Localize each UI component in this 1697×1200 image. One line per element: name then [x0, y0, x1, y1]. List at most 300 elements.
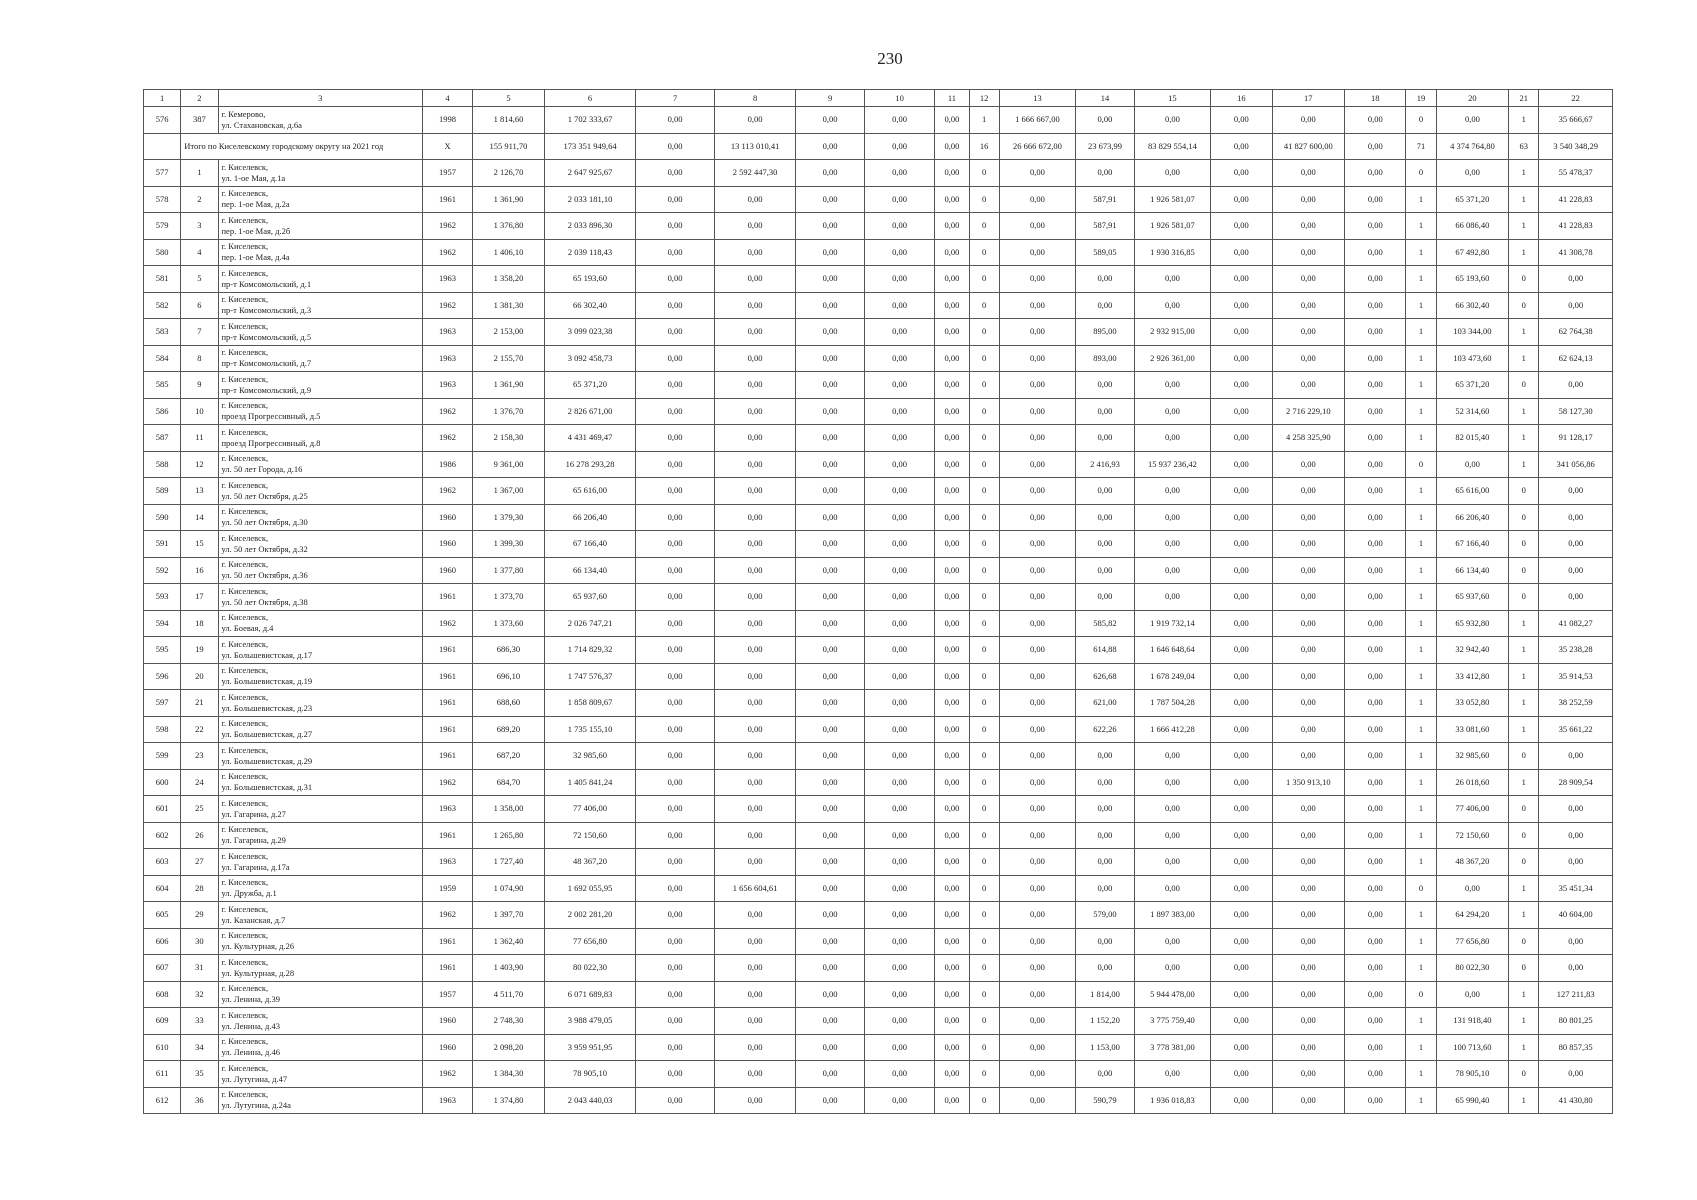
cost-cell: 1 702 333,67: [544, 107, 636, 134]
area-cell: 1 358,20: [473, 266, 544, 293]
value-cell: 0,00: [935, 796, 969, 823]
address-city: г. Киселевск,: [221, 612, 269, 623]
table-row: [144, 1034, 1613, 1061]
value-cell: 0,00: [1436, 107, 1508, 134]
value-cell: 0,00: [796, 266, 864, 293]
value-cell: 1 153,00: [1076, 1034, 1134, 1061]
header-cell: 6: [544, 90, 636, 107]
value-cell: 0: [969, 425, 999, 452]
value-cell: 0: [969, 928, 999, 955]
value-cell: 0,00: [1345, 796, 1406, 823]
value-cell: 0,00: [796, 663, 864, 690]
value-cell: 0,00: [1211, 690, 1272, 717]
address-city: г. Киселевск,: [221, 718, 269, 729]
row-number: 611: [144, 1061, 181, 1088]
value-cell: 0,00: [714, 637, 796, 664]
value-cell: 0,00: [1345, 345, 1406, 372]
value-cell: 0,00: [999, 213, 1076, 240]
value-cell: 0,00: [864, 637, 934, 664]
value-cell: 0,00: [935, 292, 969, 319]
value-cell: 1 656 604,61: [714, 875, 796, 902]
value-cell: 0,00: [636, 584, 715, 611]
year-cell: 1962: [422, 292, 472, 319]
value-cell: 0,00: [864, 425, 934, 452]
value-cell: 127 211,83: [1539, 981, 1613, 1008]
value-cell: 0,00: [935, 955, 969, 982]
value-cell: 0,00: [1539, 504, 1613, 531]
address-city: г. Киселевск,: [221, 214, 269, 225]
area-cell: 1 814,60: [473, 107, 544, 134]
value-cell: 0,00: [1539, 1061, 1613, 1088]
value-cell: 0,00: [1134, 955, 1211, 982]
value-cell: 0: [969, 1087, 999, 1114]
value-cell: 0,00: [714, 769, 796, 796]
year-cell: 1961: [422, 743, 472, 770]
value-cell: 0,00: [1211, 451, 1272, 478]
value-cell: 4 258 325,90: [1272, 425, 1344, 452]
value-cell: 0,00: [636, 928, 715, 955]
value-cell: 0,00: [999, 928, 1076, 955]
value-cell: 0,00: [1211, 663, 1272, 690]
value-cell: 0,00: [1211, 716, 1272, 743]
value-cell: 0,00: [636, 398, 715, 425]
year-cell: 1963: [422, 266, 472, 293]
value-cell: 0,00: [1211, 213, 1272, 240]
value-cell: 0: [969, 292, 999, 319]
value-cell: 0,00: [1539, 531, 1613, 558]
table-row: [144, 716, 1613, 743]
value-cell: 1: [1406, 239, 1436, 266]
address-cell: [218, 637, 422, 664]
value-cell: 0,00: [864, 955, 934, 982]
table-row: [144, 531, 1613, 558]
value-cell: 0,00: [714, 107, 796, 134]
value-cell: 0,00: [935, 637, 969, 664]
value-cell: 0,00: [1134, 425, 1211, 452]
value-cell: 0,00: [796, 769, 864, 796]
address-street: ул. Казанская, д.7: [221, 914, 286, 925]
value-cell: 0,00: [714, 425, 796, 452]
table-row: [144, 769, 1613, 796]
row-number: 598: [144, 716, 181, 743]
value-cell: 0,00: [1272, 372, 1344, 399]
value-cell: 0,00: [1345, 1034, 1406, 1061]
total-cell: 71: [1406, 133, 1436, 160]
address-city: г. Киселевск,: [221, 400, 269, 411]
value-cell: 48 367,20: [1436, 849, 1508, 876]
table-row: [144, 160, 1613, 187]
area-cell: 1 074,90: [473, 875, 544, 902]
address-street: ул. Гагарина, д.27: [221, 808, 286, 819]
address-city: г. Киселевск,: [221, 903, 269, 914]
value-cell: 0,00: [864, 716, 934, 743]
header-cell: 22: [1539, 90, 1613, 107]
row-number: 587: [144, 425, 181, 452]
value-cell: 0,00: [999, 637, 1076, 664]
value-cell: 0,00: [1134, 928, 1211, 955]
value-cell: 0,00: [1272, 531, 1344, 558]
value-cell: 0: [1406, 451, 1436, 478]
value-cell: 0,00: [864, 1061, 934, 1088]
address-city: г. Киселевск,: [221, 241, 269, 252]
header-cell: 2: [181, 90, 218, 107]
value-cell: 0,00: [1272, 451, 1344, 478]
value-cell: 0,00: [1345, 743, 1406, 770]
value-cell: 0,00: [1211, 478, 1272, 505]
value-cell: 0,00: [1211, 1061, 1272, 1088]
value-cell: 0,00: [1134, 822, 1211, 849]
area-cell: 1 361,90: [473, 372, 544, 399]
area-cell: 687,20: [473, 743, 544, 770]
value-cell: 0,00: [796, 186, 864, 213]
area-cell: 1 367,00: [473, 478, 544, 505]
value-cell: 0,00: [1272, 875, 1344, 902]
value-cell: 0: [969, 557, 999, 584]
value-cell: 1 787 504,28: [1134, 690, 1211, 717]
value-cell: 1: [1406, 716, 1436, 743]
value-cell: 0,00: [1211, 637, 1272, 664]
sub-number: 14: [181, 504, 218, 531]
sub-number: 21: [181, 690, 218, 717]
value-cell: 0,00: [999, 822, 1076, 849]
value-cell: 0: [969, 902, 999, 929]
value-cell: 0,00: [1211, 1087, 1272, 1114]
value-cell: 0,00: [1211, 1008, 1272, 1035]
year-cell: 1960: [422, 1034, 472, 1061]
total-cell: 16: [969, 133, 999, 160]
address-city: г. Киселевск,: [221, 638, 269, 649]
row-number: 608: [144, 981, 181, 1008]
address-street: пер. 1-ое Мая, д.2б: [221, 225, 291, 236]
value-cell: 0,00: [1345, 531, 1406, 558]
address-street: ул. 50 лет Октября, д.36: [221, 570, 308, 581]
header-cell: 8: [714, 90, 796, 107]
value-cell: 0,00: [796, 213, 864, 240]
value-cell: 41 082,27: [1539, 610, 1613, 637]
value-cell: 66 086,40: [1436, 213, 1508, 240]
value-cell: 0: [969, 239, 999, 266]
header-cell: 13: [999, 90, 1076, 107]
value-cell: 0,00: [1539, 743, 1613, 770]
value-cell: 0,00: [1076, 849, 1134, 876]
area-cell: 1 358,00: [473, 796, 544, 823]
value-cell: 341 056,86: [1539, 451, 1613, 478]
cost-cell: 65 616,00: [544, 478, 636, 505]
value-cell: 0,00: [1539, 955, 1613, 982]
year-cell: 1963: [422, 1087, 472, 1114]
value-cell: 0,00: [796, 716, 864, 743]
address-cell: [218, 451, 422, 478]
area-cell: 4 511,70: [473, 981, 544, 1008]
sub-number: 9: [181, 372, 218, 399]
value-cell: 1 666 667,00: [999, 107, 1076, 134]
value-cell: 0,00: [1076, 769, 1134, 796]
total-cell: 83 829 554,14: [1134, 133, 1211, 160]
value-cell: 0,00: [796, 557, 864, 584]
address-cell: [218, 875, 422, 902]
value-cell: 0,00: [1134, 796, 1211, 823]
address-cell: [218, 478, 422, 505]
cost-cell: 4 431 469,47: [544, 425, 636, 452]
cost-cell: 65 193,60: [544, 266, 636, 293]
value-cell: 0,00: [1345, 292, 1406, 319]
area-cell: 1 374,80: [473, 1087, 544, 1114]
value-cell: 0,00: [1272, 610, 1344, 637]
address-city: г. Киселевск,: [221, 1089, 269, 1100]
value-cell: 2 592 447,30: [714, 160, 796, 187]
header-cell: 14: [1076, 90, 1134, 107]
value-cell: 1: [1509, 239, 1539, 266]
value-cell: 0,00: [636, 955, 715, 982]
header-cell: 4: [422, 90, 472, 107]
value-cell: 0,00: [999, 372, 1076, 399]
area-cell: 1 397,70: [473, 902, 544, 929]
value-cell: 0,00: [864, 1034, 934, 1061]
value-cell: 0,00: [864, 557, 934, 584]
cost-cell: 3 959 951,95: [544, 1034, 636, 1061]
value-cell: 0,00: [1272, 902, 1344, 929]
value-cell: 0,00: [864, 107, 934, 134]
value-cell: 1: [1406, 186, 1436, 213]
value-cell: 0,00: [999, 1034, 1076, 1061]
table-row: [144, 451, 1613, 478]
header-cell: 3: [218, 90, 422, 107]
value-cell: 2 932 915,00: [1134, 319, 1211, 346]
value-cell: 589,05: [1076, 239, 1134, 266]
value-cell: 1: [1406, 425, 1436, 452]
address-city: г. Киселевск,: [221, 850, 269, 861]
address-street: ул. Ленина, д.39: [221, 994, 280, 1005]
cost-cell: 77 656,80: [544, 928, 636, 955]
value-cell: 0,00: [796, 292, 864, 319]
value-cell: 0,00: [864, 822, 934, 849]
cost-cell: 1 747 576,37: [544, 663, 636, 690]
value-cell: 0,00: [714, 292, 796, 319]
value-cell: 64 294,20: [1436, 902, 1508, 929]
table-row: [144, 822, 1613, 849]
value-cell: 0,00: [1211, 531, 1272, 558]
address-cell: [218, 557, 422, 584]
area-cell: 1 373,70: [473, 584, 544, 611]
table-row: [144, 584, 1613, 611]
sub-number: 33: [181, 1008, 218, 1035]
value-cell: 65 193,60: [1436, 266, 1508, 293]
cost-cell: 72 150,60: [544, 822, 636, 849]
value-cell: 2 926 361,00: [1134, 345, 1211, 372]
value-cell: 0,00: [796, 610, 864, 637]
value-cell: 0,00: [636, 372, 715, 399]
row-number: 599: [144, 743, 181, 770]
address-city: г. Киселевск,: [221, 824, 269, 835]
value-cell: 0,00: [714, 928, 796, 955]
value-cell: 0,00: [1272, 981, 1344, 1008]
value-cell: 0,00: [636, 610, 715, 637]
value-cell: 0,00: [1211, 610, 1272, 637]
value-cell: 1: [969, 107, 999, 134]
address-city: г. Кемерово,: [221, 108, 266, 119]
value-cell: 0,00: [864, 875, 934, 902]
row-number: 600: [144, 769, 181, 796]
sub-number: 15: [181, 531, 218, 558]
table-row: [144, 928, 1613, 955]
value-cell: 0,00: [1076, 504, 1134, 531]
value-cell: 0,00: [935, 213, 969, 240]
value-cell: 0,00: [999, 531, 1076, 558]
value-cell: 0: [969, 345, 999, 372]
value-cell: 0,00: [1272, 557, 1344, 584]
year-cell: 1961: [422, 186, 472, 213]
value-cell: 0,00: [1134, 292, 1211, 319]
value-cell: 0,00: [636, 160, 715, 187]
value-cell: 1: [1406, 902, 1436, 929]
total-cell: X: [422, 133, 472, 160]
table-row: [144, 372, 1613, 399]
value-cell: 0,00: [864, 663, 934, 690]
value-cell: 77 656,80: [1436, 928, 1508, 955]
value-cell: 0,00: [796, 955, 864, 982]
value-cell: 0,00: [935, 398, 969, 425]
value-cell: 0: [969, 955, 999, 982]
value-cell: 0,00: [1211, 292, 1272, 319]
sub-number: 12: [181, 451, 218, 478]
row-number: 585: [144, 372, 181, 399]
value-cell: 0,00: [796, 398, 864, 425]
value-cell: 0,00: [935, 504, 969, 531]
value-cell: 0,00: [999, 451, 1076, 478]
value-cell: 0: [1509, 266, 1539, 293]
table-row: [144, 690, 1613, 717]
value-cell: 65 990,40: [1436, 1087, 1508, 1114]
header-cell: 19: [1406, 90, 1436, 107]
value-cell: 0: [1406, 875, 1436, 902]
row-number: 580: [144, 239, 181, 266]
area-cell: 1 727,40: [473, 849, 544, 876]
value-cell: 0,00: [1211, 186, 1272, 213]
sub-number: 17: [181, 584, 218, 611]
value-cell: 0,00: [935, 902, 969, 929]
value-cell: 1 897 383,00: [1134, 902, 1211, 929]
sub-number: 8: [181, 345, 218, 372]
address-street: ул. Боевая, д.4: [221, 623, 274, 634]
table-row: [144, 398, 1613, 425]
value-cell: 587,91: [1076, 213, 1134, 240]
address-cell: [218, 160, 422, 187]
address-cell: [218, 1061, 422, 1088]
value-cell: 1: [1406, 1008, 1436, 1035]
value-cell: 65 371,20: [1436, 372, 1508, 399]
value-cell: 0,00: [1211, 769, 1272, 796]
value-cell: 0,00: [714, 1087, 796, 1114]
row-number: 591: [144, 531, 181, 558]
value-cell: 0,00: [1134, 557, 1211, 584]
value-cell: 0,00: [1436, 981, 1508, 1008]
total-label: Итого по Киселевскому городскому округу на 2021 год: [181, 133, 423, 160]
value-cell: 0: [1509, 796, 1539, 823]
value-cell: 1: [1509, 345, 1539, 372]
value-cell: 0,00: [636, 822, 715, 849]
value-cell: 0,00: [1211, 107, 1272, 134]
value-cell: 0,00: [636, 478, 715, 505]
value-cell: 0,00: [636, 902, 715, 929]
table-row: [144, 213, 1613, 240]
value-cell: 0,00: [1345, 610, 1406, 637]
value-cell: 0,00: [1539, 796, 1613, 823]
value-cell: 1: [1509, 716, 1539, 743]
address-cell: [218, 239, 422, 266]
row-number: 584: [144, 345, 181, 372]
area-cell: 689,20: [473, 716, 544, 743]
value-cell: 579,00: [1076, 902, 1134, 929]
value-cell: 0,00: [864, 213, 934, 240]
value-cell: 0,00: [999, 186, 1076, 213]
value-cell: 0,00: [796, 796, 864, 823]
value-cell: 0,00: [999, 292, 1076, 319]
value-cell: 0: [969, 769, 999, 796]
value-cell: 622,26: [1076, 716, 1134, 743]
value-cell: 0,00: [864, 451, 934, 478]
value-cell: 62 624,13: [1539, 345, 1613, 372]
value-cell: 0,00: [864, 796, 934, 823]
value-cell: 0: [1509, 1061, 1539, 1088]
value-cell: 66 302,40: [1436, 292, 1508, 319]
value-cell: 1: [1406, 292, 1436, 319]
value-cell: 0,00: [1345, 186, 1406, 213]
total-cell: 0,00: [935, 133, 969, 160]
value-cell: 58 127,30: [1539, 398, 1613, 425]
value-cell: 1 936 018,83: [1134, 1087, 1211, 1114]
value-cell: 0: [969, 160, 999, 187]
sub-number: 7: [181, 319, 218, 346]
year-cell: 1957: [422, 981, 472, 1008]
address-cell: [218, 981, 422, 1008]
value-cell: 0,00: [1076, 955, 1134, 982]
value-cell: 0: [1509, 504, 1539, 531]
value-cell: 0,00: [1272, 822, 1344, 849]
address-city: г. Киселевск,: [221, 665, 269, 676]
value-cell: 0,00: [935, 425, 969, 452]
sub-number: 35: [181, 1061, 218, 1088]
row-number: 609: [144, 1008, 181, 1035]
cost-cell: 3 988 479,05: [544, 1008, 636, 1035]
total-cell: 41 827 600,00: [1272, 133, 1344, 160]
address-city: г. Киселевск,: [221, 320, 269, 331]
value-cell: 0,00: [796, 107, 864, 134]
header-cell: 12: [969, 90, 999, 107]
address-street: ул. Лутугина, д.47: [221, 1073, 288, 1084]
value-cell: 0,00: [714, 1008, 796, 1035]
value-cell: 0,00: [935, 372, 969, 399]
address-street: ул. Гагарина, д.17а: [221, 861, 290, 872]
value-cell: 0,00: [935, 1008, 969, 1035]
value-cell: 33 081,60: [1436, 716, 1508, 743]
value-cell: 0,00: [935, 849, 969, 876]
table-row: [144, 743, 1613, 770]
value-cell: 0,00: [1345, 928, 1406, 955]
address-cell: [218, 186, 422, 213]
header-cell: 15: [1134, 90, 1211, 107]
value-cell: 0,00: [1211, 319, 1272, 346]
address-street: ул. Лутугина, д.24а: [221, 1100, 291, 1111]
row-number: 605: [144, 902, 181, 929]
total-row: [144, 133, 1613, 160]
row-number: 590: [144, 504, 181, 531]
value-cell: 0,00: [1076, 398, 1134, 425]
address-street: проезд Прогрессивный, д.5: [221, 411, 321, 422]
value-cell: 0,00: [636, 1061, 715, 1088]
value-cell: 0: [1509, 584, 1539, 611]
value-cell: 0,00: [796, 928, 864, 955]
value-cell: 0,00: [1272, 107, 1344, 134]
